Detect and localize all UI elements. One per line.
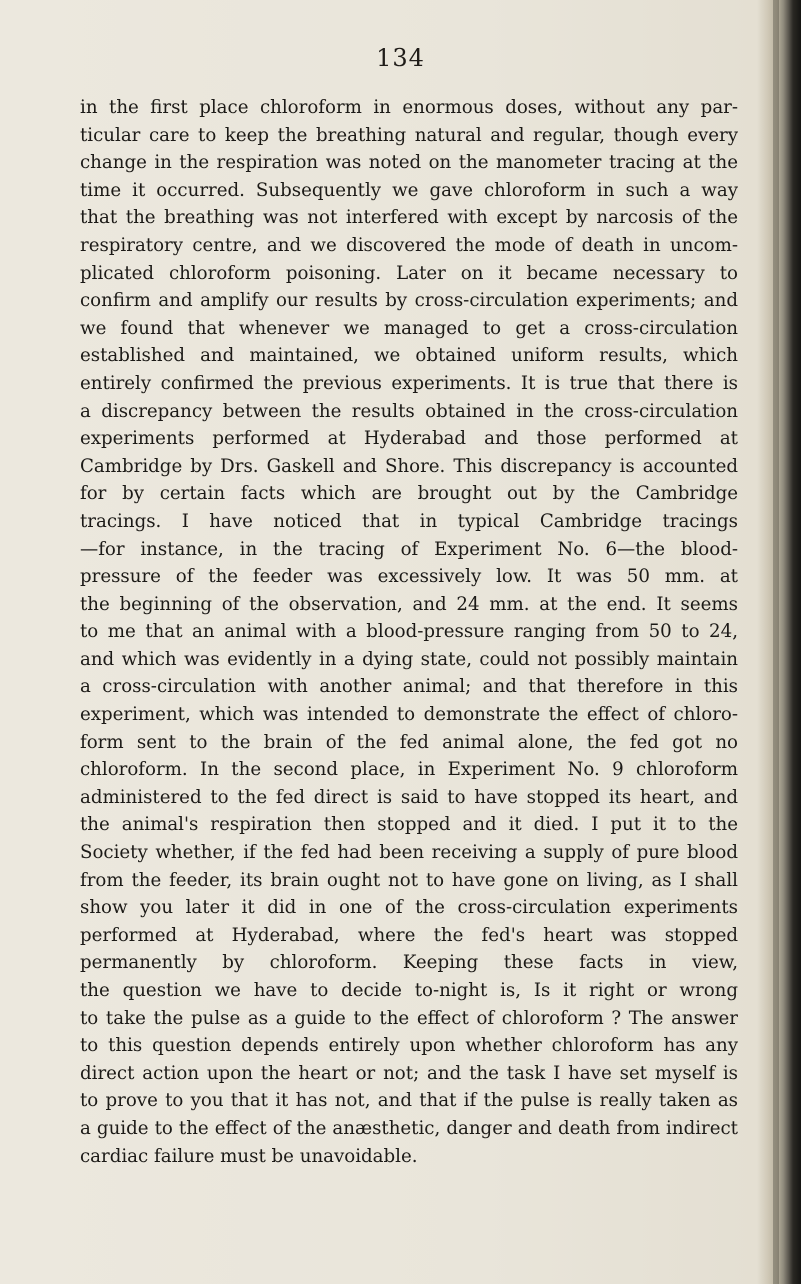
text-line: we found that whenever we managed to get a cross-circulation: [80, 317, 738, 339]
text-line: respiratory centre, and we discovered the mode of death in uncom-: [80, 234, 738, 256]
text-line: experiment, which was intended to demonstrate the effect of chloro-: [80, 704, 738, 726]
text-line: and which was evidently in a dying state, could not possibly maintain: [80, 648, 738, 670]
text-line: to this question depends entirely upon whether chloroform has any: [80, 1035, 738, 1057]
text-line: form sent to the brain of the fed animal alone, the fed got no: [80, 731, 738, 753]
text-line: plicated chloroform poisoning. Later on it became necessary to: [80, 262, 738, 284]
text-line: confirm and amplify our results by cross-circulation experiments; and: [80, 290, 738, 312]
text-line: to me that an animal with a blood-pressure ranging from 50 to 24,: [80, 621, 738, 643]
text-line: a guide to the effect of the anæsthetic, danger and death from indirect: [80, 1117, 738, 1139]
text-line: for by certain facts which are brought out by the Cambridge: [80, 483, 738, 505]
text-line: performed at Hyderabad, where the fed's heart was stopped: [80, 924, 738, 946]
text-line: ticular care to keep the breathing natural and regular, though every: [80, 124, 738, 146]
text-line: show you later it did in one of the cross-circulation experiments: [80, 897, 738, 919]
text-line: to prove to you that it has not, and that if the pulse is really taken as: [80, 1090, 738, 1112]
text-line: experiments performed at Hyderabad and those performed at: [80, 428, 738, 450]
text-line: the beginning of the observation, and 24 mm. at the end. It seems: [80, 593, 738, 615]
text-line: —for instance, in the tracing of Experiment No. 6—the blood-: [80, 538, 738, 560]
text-line: the animal's respiration then stopped and it died. I put it to the: [80, 814, 738, 836]
text-line: administered to the fed direct is said to have stopped its heart, and: [80, 786, 738, 808]
text-line: a discrepancy between the results obtained in the cross-circulation: [80, 400, 738, 422]
text-line: to take the pulse as a guide to the effect of chloroform ? The answer: [80, 1007, 738, 1029]
text-line: Society whether, if the fed had been receiving a supply of pure blood: [80, 842, 738, 864]
text-line: entirely confirmed the previous experiments. It is true that there is: [80, 372, 738, 394]
page-number: 134: [376, 44, 425, 72]
text-line: established and maintained, we obtained uniform results, which: [80, 345, 738, 367]
text-line: Cambridge by Drs. Gaskell and Shore. This discrepancy is accounted: [80, 455, 738, 477]
text-line: chloroform. In the second place, in Experiment No. 9 chloroform: [80, 759, 738, 781]
text-line: change in the respiration was noted on the manometer tracing at the: [80, 152, 738, 174]
binding-shadow: [773, 0, 779, 1284]
text-line: cardiac failure must be unavoidable.: [80, 1145, 418, 1167]
text-line: that the breathing was not interfered with except by narcosis of the: [80, 207, 738, 229]
text-line: pressure of the feeder was excessively low. It was 50 mm. at: [80, 566, 738, 588]
text-line: a cross-circulation with another animal; and that therefore in this: [80, 676, 738, 698]
text-line: the question we have to decide to-night is, Is it right or wrong: [80, 980, 738, 1001]
text-line: permanently by chloroform. Keeping these facts in view,: [80, 952, 738, 974]
text-line: from the feeder, its brain ought not to have gone on living, as I shall: [80, 869, 738, 891]
body-text: [80, 94, 738, 1170]
text-line: in the first place chloroform in enormous doses, without any par-: [80, 97, 738, 118]
text-line: tracings. I have noticed that in typical Cambridge tracings: [80, 510, 738, 532]
book-binding-edge: [757, 0, 801, 1284]
text-line: direct action upon the heart or not; and the task I have set myself is: [80, 1062, 738, 1084]
text-line: time it occurred. Subsequently we gave chloroform in such a way: [80, 179, 738, 201]
